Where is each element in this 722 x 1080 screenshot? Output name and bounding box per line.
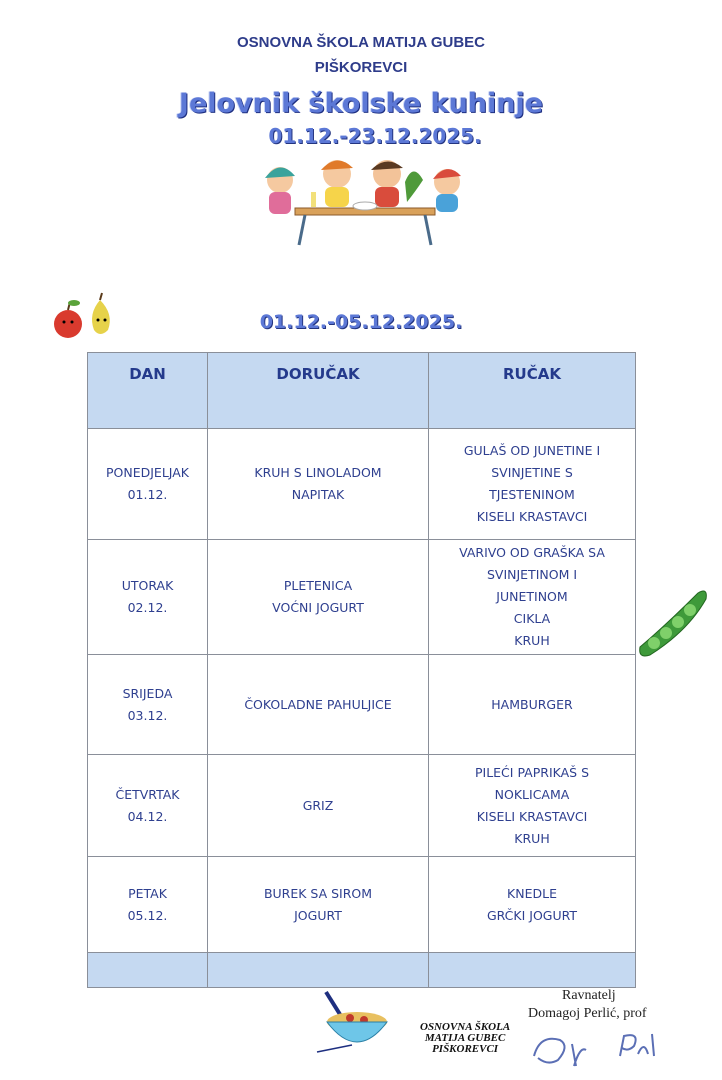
table-row bbox=[88, 540, 636, 655]
menu-table bbox=[87, 352, 636, 988]
column-header-breakfast: DORUČAK bbox=[208, 353, 429, 429]
breakfast-cell: KRUH S LINOLADOM NAPITAK bbox=[208, 429, 429, 540]
breakfast-cell: GRIZ bbox=[208, 755, 429, 857]
lunch-cell: PILEĆI PAPRIKAŠ S NOKLICAMA KISELI KRASTAVCI KRUH bbox=[429, 755, 636, 857]
pea-pod-illustration bbox=[636, 585, 712, 665]
breakfast-cell: ČOKOLADNE PAHULJICE bbox=[208, 655, 429, 755]
signatory-role: Ravnatelj bbox=[562, 988, 616, 1003]
lunch-cell: KNEDLE GRČKI JOGURT bbox=[429, 857, 636, 953]
table-row bbox=[88, 857, 636, 953]
table-row bbox=[88, 755, 636, 857]
column-header-lunch: RUČAK bbox=[429, 353, 636, 429]
breakfast-cell: BUREK SA SIROM JOGURT bbox=[208, 857, 429, 953]
table-row bbox=[88, 655, 636, 755]
table-header-row bbox=[88, 353, 636, 429]
pasta-bowl-illustration bbox=[312, 990, 392, 1060]
page-title: Jelovnik školske kuhinje bbox=[178, 88, 544, 119]
table-footer-row bbox=[88, 953, 636, 988]
lunch-cell: GULAŠ OD JUNETINE I SVINJETINE S TJESTENINOM KISELI KRASTAVCI bbox=[429, 429, 636, 540]
signatory-name: Domagoj Perlić, prof bbox=[528, 1006, 647, 1021]
lunch-cell: VARIVO OD GRAŠKA SA SVINJETINOM I JUNETINOM CIKLA KRUH bbox=[429, 540, 636, 655]
breakfast-cell: PLETENICA VOĆNI JOGURT bbox=[208, 540, 429, 655]
handwritten-signature bbox=[530, 1026, 670, 1070]
day-cell: ČETVRTAK 04.12. bbox=[88, 755, 208, 857]
day-cell: SRIJEDA 03.12. bbox=[88, 655, 208, 755]
week-date-range: 01.12.-05.12.2025. bbox=[259, 311, 463, 333]
day-cell: UTORAK 02.12. bbox=[88, 540, 208, 655]
school-name: OSNOVNA ŠKOLA MATIJA GUBEC bbox=[236, 34, 486, 51]
table-row bbox=[88, 429, 636, 540]
children-dining-illustration bbox=[255, 152, 470, 247]
day-cell: PETAK 05.12. bbox=[88, 857, 208, 953]
day-cell: PONEDJELJAK 01.12. bbox=[88, 429, 208, 540]
lunch-cell: HAMBURGER bbox=[429, 655, 636, 755]
column-header-day: DAN bbox=[88, 353, 208, 429]
school-location: PIŠKOREVCI bbox=[314, 59, 408, 76]
school-stamp: OSNOVNA ŠKOLA MATIJA GUBEC PIŠKOREVCI bbox=[420, 1021, 511, 1055]
menu-date-range: 01.12.-23.12.2025. bbox=[268, 124, 482, 148]
